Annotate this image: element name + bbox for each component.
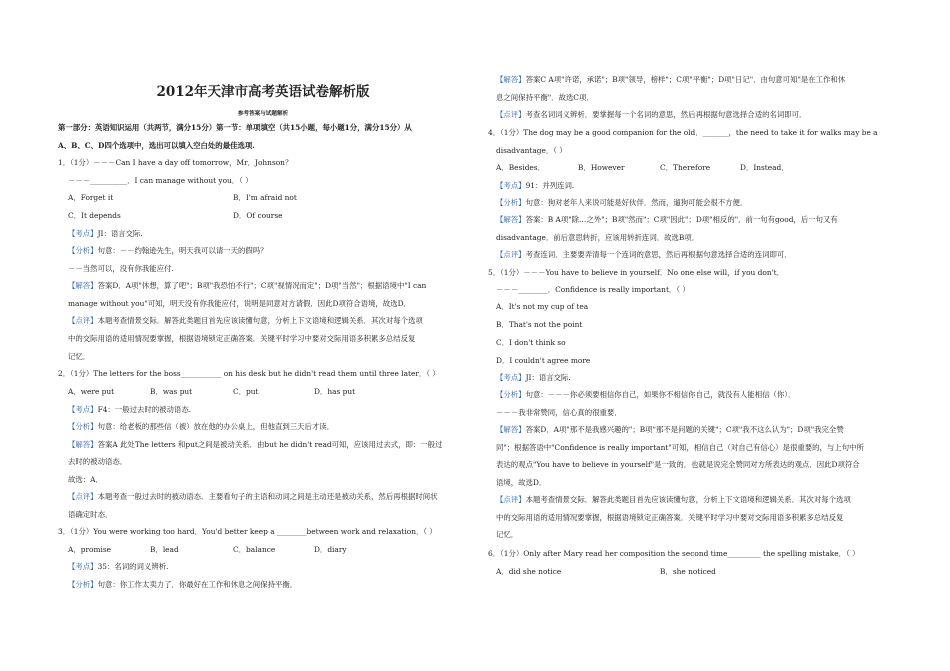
q5-dianping: 【点评】本题考查情景交际．解答此类题目首先应该读懂句意，分析上下文语境和逻辑关系．其次对每个选项 — [496, 495, 851, 504]
q4-option-d: D．Instead． — [740, 163, 789, 172]
q5-option-c: C．I don't think so — [496, 338, 566, 347]
q2-option-b: B．was put — [150, 387, 193, 396]
question-1-stem-2: －－－__________．I can manage without you．（ ） — [68, 176, 253, 185]
q5-option-d: D．I couldn't agree more — [496, 356, 591, 365]
q2-dianping-2: 语确定时态． — [68, 510, 113, 519]
q5-jieda: 【解答】答案D．A项"那不是我感兴趣的"；B项"那不是问题的关键"；C项"我不这么认为"；D项"我完全赞 — [496, 425, 844, 434]
section-heading-cont: A、B、C、D四个选项中，选出可以填入空白处的最佳选项. — [58, 141, 255, 150]
question-2-stem: 2．（1分）The letters for the boss___________ on his desk but he didn't read them until three later．（ ） — [58, 369, 440, 378]
q2-answer: 故选：A． — [68, 475, 103, 484]
q4-jieda-2: disadvantage．前后意思转折，应该用转折连词．故选B项． — [496, 233, 700, 242]
q5-dianping-2: 中的交际用语的适用情况要掌握，根据语境锁定正确答案．关键平时学习中要对交际用语多积累多总结反复 — [496, 513, 844, 522]
q2-option-c: C．put — [233, 387, 259, 396]
q3-option-c: C．balance — [233, 545, 276, 554]
q1-fenxi-2: －－当然可以，没有你我能应付. — [68, 264, 174, 273]
q1-option-d: D．Of course — [233, 211, 283, 220]
tag-dianping: 【点评】 — [68, 316, 98, 325]
q1-dianping-2: 中的交际用语的适用情况要掌握，根据语境锁定正确答案．关键平时学习中要对交际用语多积累多总结反复 — [68, 334, 416, 343]
q6-option-a: A．did she notice — [496, 567, 562, 576]
q1-kaodian: 【考点】JI：语言交际. — [68, 229, 143, 238]
q1-option-a: A．Forget it — [68, 193, 114, 202]
q3-dianping: 【点评】考查名词词义辨析．要掌握每一个名词的意思，然后再根据句意选择合适的名词即可． — [496, 110, 807, 119]
q3-fenxi: 【分析】句意：你工作太卖力了．你最好在工作和休息之间保持平衡． — [68, 580, 298, 589]
question-6-stem: 6．（1分）Only after Mary read her composition the second time_________ the spelling mistake．（ ） — [488, 549, 860, 558]
q3-option-b: B．lead — [150, 545, 179, 554]
q4-jieda: 【解答】答案：B A项"除…之外"；B项"然而"；C项"因此"；D项"相反的"．前一句有good，后一句又有 — [496, 215, 838, 224]
q1-jieda: 【解答】答案D．A项"休想，算了吧"；B项"我恐怕不行"；C项"视情况而定"；D项"当然"；根据语境中"I can — [68, 281, 427, 290]
question-3-stem: 3．（1分）You were working too hard．You'd better keep a ________between work and relaxation．（ ） — [58, 527, 437, 536]
q5-option-a: A．It's not my cup of tea — [496, 302, 589, 311]
q2-fenxi: 【分析】句意：给老板的那些信（被）放在他的办公桌上，但他直到三天后才读． — [68, 422, 335, 431]
q5-option-b: B．That's not the point — [496, 320, 583, 329]
q1-jieda-2: manage without you"可知，明天没有你我能应付，说明是同意对方请假．因此D项符合语境，故选D． — [68, 299, 411, 308]
question-1-stem: 1．（1分）－－－Can I have a day off tomorrow，Mr．Johnson？ — [58, 158, 293, 167]
q4-option-c: C．Therefore — [660, 163, 711, 172]
tag-jieda: 【解答】 — [68, 281, 98, 290]
q5-kaodian: 【考点】JI：语言交际. — [496, 373, 571, 382]
q5-fenxi-2: －－－我非常赞同，信心真的很重要． — [496, 408, 622, 417]
q2-option-a: A．were put — [68, 387, 115, 396]
page-subtitle: 参考答案与试题解析 — [237, 111, 289, 117]
q4-kaodian: 【考点】91：并列连词. — [496, 181, 575, 190]
q1-fenxi: 【分析】句意：－－约翰逊先生，明天我可以请一天的假吗？ — [68, 246, 268, 255]
q2-option-d: D．has put — [314, 387, 356, 396]
q3-kaodian: 【考点】35：名词的词义辨析. — [68, 562, 169, 571]
section-heading: 第一部分：英语知识运用（共两节，满分15分）第一节：单项填空（共15小题，每小题1分，满分15分）从 — [58, 123, 412, 132]
q6-option-b: B．she noticed — [660, 567, 716, 576]
q1-option-b: B．I'm afraid not — [233, 193, 297, 202]
q2-dianping: 【点评】本题考查一般过去时的被动语态．主要看句子的主语和动词之间是主动还是被动关系，然后再根据时间状 — [68, 492, 438, 501]
question-4-stem-2: disadvantage．（ ） — [496, 146, 567, 155]
q5-fenxi: 【分析】句意：－－－你必须要相信你自己，如果你不相信你自己，就没有人能相信（你）． — [496, 390, 796, 399]
q4-option-a: A．Besides． — [496, 163, 545, 172]
page-title: 2012年天津市高考英语试卷解析版 — [156, 84, 370, 100]
q2-jieda-2: 去时的被动语态． — [68, 457, 128, 466]
q1-dianping-3: 记忆． — [68, 352, 91, 361]
q5-jieda-4: 语境，故选D． — [496, 478, 547, 487]
q2-jieda: 【解答】答案A 此处The letters 和put之间是被动关系．由but he didn't read可知，应该用过去式，即：一般过 — [68, 440, 443, 449]
q4-fenxi: 【分析】句意：狗对老年人来说可能是好伙伴．然而，遛狗可能会很不方便． — [496, 198, 748, 207]
q1-dianping: 【点评】本题考查情景交际．解答此类题目首先应该读懂句意，分析上下文语境和逻辑关系．其次对每个选项 — [68, 316, 423, 325]
tag-kaodian: 【考点】 — [68, 229, 98, 238]
q1-option-c: C．It depends — [68, 211, 121, 220]
q4-dianping: 【点评】考查连词．主要要弄清每一个连词的意思，然后再根据句意选择合适的连词即可． — [496, 250, 792, 259]
q3-option-d: D．diary — [314, 545, 347, 554]
question-5-stem-2: －－－________．Confidence is really important．（ ） — [496, 285, 690, 294]
q5-jieda-3: 表达的观点"You have to believe in yourself"是一致的．也就是说完全赞同对方所表达的观点．因此D项符合 — [496, 460, 860, 469]
q5-jieda-2: 同"；根据答语中"Confidence is really important"可知，相信自己（对自己有信心）是很重要的，与上句中所 — [496, 443, 864, 452]
q2-kaodian: 【考点】F4：一般过去时的被动语态. — [68, 405, 192, 414]
q4-option-b: B．However — [578, 163, 625, 172]
question-5-stem: 5．（1分）－－－You have to believe in yourself．No one else will，if you don't． — [488, 268, 784, 277]
q3-jieda: 【解答】答案C A项"许诺，承诺"；B项"领导，榜样"；C项"平衡"；D项"日记"．由句意可知"是在工作和休 — [496, 75, 846, 84]
q5-dianping-3: 记忆． — [496, 530, 519, 539]
question-4-stem: 4．（1分）The dog may be a good companion for the old．_______，the need to take it for walks may be a — [488, 128, 878, 137]
q3-jieda-2: 息之间保持平衡"．故选C项． — [496, 93, 594, 102]
q3-option-a: A．promise — [68, 545, 111, 554]
tag-fenxi: 【分析】 — [68, 246, 98, 255]
